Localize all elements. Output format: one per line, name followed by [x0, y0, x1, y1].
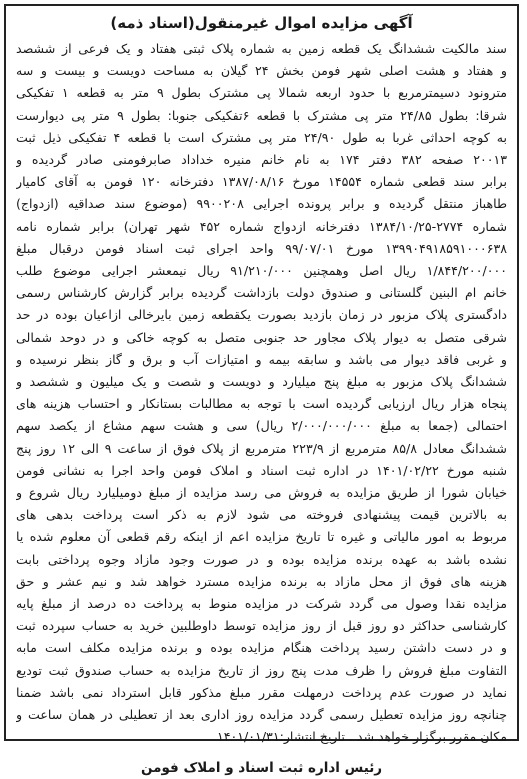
notice-body-line: ۱/۸۴۴/۲۰۰/۰۰۰ ریال اصل وهمچنین ۹۱/۲۱۰/۰۰۰ ریال نیمعشر اجرایی موضوع طلب: [16, 263, 507, 279]
notice-body-line: ششدانگ پلاک مزبور به مبلغ پنج میلیارد و دویست و شصت و یک میلیون و ششصد و: [16, 374, 507, 390]
notice-body-line: احتمالی (جمعا به مبلغ ۲/۰۰۰/۰۰۰/۰۰۰ ریال) سی و هشت سهم مشاع از یکصد سهم: [16, 418, 507, 434]
notice-body-line: شرقا: بطول ۲۴/۸۵ متر پی مشترک با قطعه ۶تفکیکی جنوبا: بطول ۹ متر پی دیوارست: [16, 107, 507, 123]
notice-body-line: نماید در صورت عدم پرداخت درمهلت مقرر مبلغ مذکور قابل استرداد نمی باشد ضمنا: [16, 684, 507, 700]
notice-body-line: کارشناسی حداکثر دو روز قبل از روز مزایده توسط داوطلبین خرید به حساب سپرده ثبت: [16, 618, 507, 634]
notice-body-line: مربوط به امور مالیاتی و غیره تا تاریخ مزایده اعم از اینکه رقم قطعی آن معلوم شده یا: [16, 529, 507, 545]
notice-body-line: شنبه مورخ ۱۴۰۱/۰۲/۲۲ در اداره ثبت اسناد و املاک فومن واحد اجرا به نشانی فومن: [16, 462, 507, 478]
notice-body-line: ۱۳۹۹۰۴۹۱۸۵۹۱۰۰۰۶۳۸ مورخ ۹۹/۰۷/۰۱ واحد اجرای ثبت اسناد فومن درقبال مبلغ: [16, 240, 507, 256]
notice-body-line: مترونود دسیمترمربع با حدود اربعه شمالا پی مشترک بطول ۹ متر به قطعه ۱ تفکیکی: [16, 85, 507, 101]
notice-body-line: و هفتاد و هشت اصلی شهر فومن بخش ۲۴ گیلان به مساحت دویست و بیست و سه: [16, 63, 507, 79]
notice-body-line: ششدانگ معادل ۸۵/۸ مترمربع از ۲۲۳/۹ مترمربع از پلاک فوق از ساعت ۹ الی ۱۲ روز پنج: [16, 440, 507, 456]
notice-body-line: خانم ام البنین گلستانی و صندوق دولت بازداشت گردیده برابر گزارش کارشناس رسمی: [16, 285, 507, 301]
notice-body-line: هزینه های فوق از محل مازاد به برنده مزایده مسترد خواهد شد و نیم عشر و حق: [16, 573, 507, 589]
notice-body-line: نشده باشد به عهده برنده مزایده بوده و در صورت وجود مازاد وجوه پرداختی بابت: [16, 551, 507, 567]
notice-body-line: مزایده نقدا وصول می گردد شرکت در مزایده منوط به پرداخت ده درصد از مبلغ پایه: [16, 596, 507, 612]
notice-body-line: التفاوت مبلغ فروش را ظرف مدت پنج روز از تاریخ مزایده به حساب صندوق ثبت تودیع: [16, 662, 507, 678]
notice-body-line: مکان مقرر برگزار خواهد شد . تاریخ انتشار:۱۴۰۱/۰۱/۳۱: [216, 729, 507, 745]
notice-body-line: شرقی متصل به دیوار پلاک مجاور حد جنوبی متصل به کوچه خاکی و در دوحد شمالی: [16, 329, 507, 345]
notice-title: آگهی مزایده اموال غیرمنقول(اسناد ذمه): [110, 14, 413, 32]
notice-body-line: چنانچه روز مزایده تعطیل رسمی گردد مزایده روز اداری بعد از تعطیلی در همان ساعت و: [16, 707, 507, 723]
notice-body-line: شماره ۲۷۷۴-۱۳۸۴/۱۰/۲۵ دفترخانه ازدواج شماره ۴۵۲ شهر تهران) برابر شماره نامه: [16, 218, 507, 234]
notice-body-line: به کوچه احداثی غربا به طول ۲۴/۹۰ متر پی مشترک است با قطعه ۴ تفکیکی ذیل ثبت: [16, 129, 507, 145]
notice-signature: رئیس اداره ثبت اسناد و املاک فومن: [140, 759, 383, 776]
notice-body-line: و غربی فاقد دیوار می باشد و سابقه بیمه و امتیازات آب و برق و گاز بنظر نرسیده و: [16, 351, 507, 367]
notice-body-line: و در دست داشتن رسید پرداخت هنگام مزایده بوده و برنده مزایده مکلف است مابه: [16, 640, 507, 656]
notice-body: [16, 38, 507, 749]
notice-frame: [4, 4, 519, 776]
notice-body-line: برابر سند قطعی شماره ۱۴۵۵۴ مورخ ۱۳۸۷/۰۸/۱۶ دفترخانه ۱۲۰ فومن به آقای کامیار: [16, 174, 507, 190]
notice-body-line: سند مالکیت ششدانگ یک قطعه زمین به شماره پلاک ثبتی هفتاد و یک فرعی از ششصد: [16, 41, 507, 56]
notice-body-line: ۲۰۰۱۳ صفحه ۳۸۲ دفتر ۱۷۴ به نام خانم منیره خداداد صابرفومنی صادر گردیده و: [16, 152, 507, 168]
notice-body-line: به بالاترین قیمت پیشنهادی فروخته می شود لازم به ذکر است پرداخت بدهی های: [16, 507, 507, 523]
notice-body-line: طاهباز منتقل گردیده و برابر پرونده اجرایی ۹۹۰۰۲۰۸ (موضوع سند صداقیه (ازدواج): [16, 196, 507, 212]
notice-body-line: پنجاه هزار ریال ارزیابی گردیده است با توجه به مطالبات بستانکار و احتساب هزینه های: [16, 396, 507, 412]
notice-body-line: دادگستری پلاک مزبور در زمان بازدید بصورت یکقطعه زمین بایرخالی ازاعیان بوده در حد: [16, 307, 507, 323]
notice-body-line: خیابان شورا از طریق مزایده به فروش می رسد مزایده از مبلغ دومیلیارد ریال شروع و: [16, 485, 507, 501]
